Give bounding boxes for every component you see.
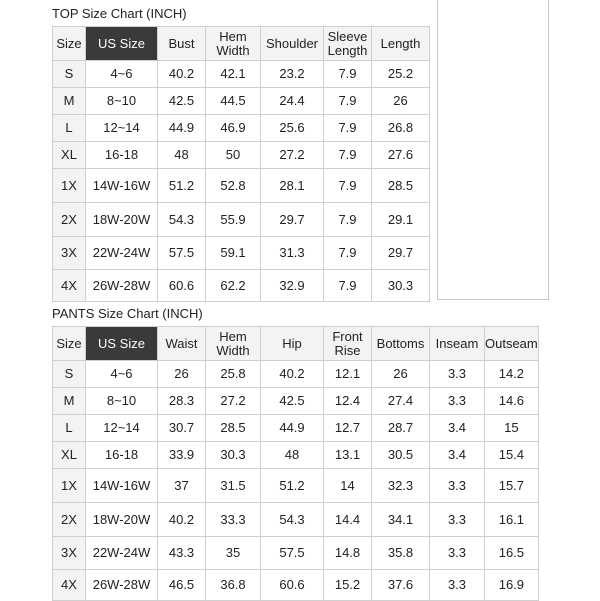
top-table-cell: L [53, 115, 86, 142]
pants-header-cell: Hip [261, 327, 324, 361]
top-table-cell: 62.2 [206, 270, 261, 302]
pants-table-cell: 33.3 [206, 503, 261, 537]
top-header-cell: Sleeve Length [324, 27, 372, 61]
pants-table-cell: 26 [158, 361, 206, 388]
top-table-row [53, 237, 430, 270]
top-table-cell: 60.6 [158, 270, 206, 302]
pants-table-cell: 43.3 [158, 537, 206, 570]
pants-table-cell: XL [53, 442, 86, 469]
top-table-cell: 28.5 [372, 169, 430, 203]
top-table-cell: 22W-24W [86, 237, 158, 270]
top-header-cell: Shoulder [261, 27, 324, 61]
top-table-cell: 32.9 [261, 270, 324, 302]
pants-table-cell: 51.2 [261, 469, 324, 503]
pants-table-cell: 13.1 [324, 442, 372, 469]
top-size-table [52, 26, 430, 302]
pants-table-row [53, 469, 539, 503]
pants-table-cell: 14.2 [485, 361, 539, 388]
pants-table-row [53, 361, 539, 388]
pants-table-cell: 4~6 [86, 361, 158, 388]
pants-table-cell: 33.9 [158, 442, 206, 469]
pants-table-cell: 37.6 [372, 570, 430, 601]
pants-header-cell: Waist [158, 327, 206, 361]
pants-table-cell: 18W-20W [86, 503, 158, 537]
pants-table-cell: 28.3 [158, 388, 206, 415]
top-table-cell: 27.6 [372, 142, 430, 169]
top-table-cell: M [53, 88, 86, 115]
top-table-cell: S [53, 61, 86, 88]
pants-table-cell: 15 [485, 415, 539, 442]
pants-size-table [52, 326, 539, 601]
top-table-body [53, 61, 430, 302]
pants-table-cell: 37 [158, 469, 206, 503]
top-table-cell: 57.5 [158, 237, 206, 270]
pants-table-cell: M [53, 388, 86, 415]
pants-table-cell: 26W-28W [86, 570, 158, 601]
pants-table-cell: 60.6 [261, 570, 324, 601]
pants-table-cell: 12~14 [86, 415, 158, 442]
pants-table-cell: 27.2 [206, 388, 261, 415]
top-table-cell: 7.9 [324, 270, 372, 302]
top-header-cell: Length [372, 27, 430, 61]
pants-table-cell: 15.2 [324, 570, 372, 601]
top-table-cell: 26W-28W [86, 270, 158, 302]
top-table-cell: 29.7 [261, 203, 324, 237]
pants-table-cell: 3X [53, 537, 86, 570]
top-table-row [53, 203, 430, 237]
pants-table-cell: 16.1 [485, 503, 539, 537]
pants-table-cell: 28.5 [206, 415, 261, 442]
pants-table-cell: 14.6 [485, 388, 539, 415]
top-table-cell: 31.3 [261, 237, 324, 270]
top-table-cell: 7.9 [324, 61, 372, 88]
top-header-cell: Hem Width [206, 27, 261, 61]
pants-header-row [53, 327, 539, 361]
top-table-cell: 40.2 [158, 61, 206, 88]
top-table-cell: 2X [53, 203, 86, 237]
top-table-cell: 44.9 [158, 115, 206, 142]
pants-table-cell: 12.7 [324, 415, 372, 442]
top-table-row [53, 169, 430, 203]
pants-table-cell: 42.5 [261, 388, 324, 415]
pants-table-cell: 40.2 [158, 503, 206, 537]
top-table-cell: 52.8 [206, 169, 261, 203]
pants-header-cell: Outseam [485, 327, 539, 361]
top-table-cell: 7.9 [324, 115, 372, 142]
pants-table-cell: 48 [261, 442, 324, 469]
top-header-cell: Size [53, 27, 86, 61]
top-table-row [53, 270, 430, 302]
pants-table-cell: 30.3 [206, 442, 261, 469]
pants-chart-title: PANTS Size Chart (INCH) [52, 306, 203, 321]
pants-header-cell: Front Rise [324, 327, 372, 361]
top-table-cell: 29.7 [372, 237, 430, 270]
top-table-cell: 1X [53, 169, 86, 203]
top-table-row [53, 88, 430, 115]
top-table-cell: 7.9 [324, 203, 372, 237]
pants-header-cell: Hem Width [206, 327, 261, 361]
pants-table-cell: 35 [206, 537, 261, 570]
top-table-cell: 8~10 [86, 88, 158, 115]
pants-table-cell: 26 [372, 361, 430, 388]
pants-table-cell: 16-18 [86, 442, 158, 469]
top-table-cell: 26 [372, 88, 430, 115]
pants-table-cell: 14.4 [324, 503, 372, 537]
pants-table-row [53, 415, 539, 442]
pants-table-cell: 40.2 [261, 361, 324, 388]
pants-table-cell: 22W-24W [86, 537, 158, 570]
top-table-row [53, 115, 430, 142]
pants-table-cell: 15.4 [485, 442, 539, 469]
top-table-cell: 46.9 [206, 115, 261, 142]
pants-table-cell: 30.5 [372, 442, 430, 469]
pants-table-cell: 28.7 [372, 415, 430, 442]
top-table-cell: 48 [158, 142, 206, 169]
pants-table-body [53, 361, 539, 601]
pants-table-cell: 3.3 [430, 388, 485, 415]
pants-table-cell: 15.7 [485, 469, 539, 503]
top-table-cell: 29.1 [372, 203, 430, 237]
pants-table-cell: 57.5 [261, 537, 324, 570]
pants-table-row [53, 442, 539, 469]
top-table-cell: XL [53, 142, 86, 169]
top-table-cell: 26.8 [372, 115, 430, 142]
pants-table-cell: 27.4 [372, 388, 430, 415]
top-table-cell: 24.4 [261, 88, 324, 115]
top-table-cell: 27.2 [261, 142, 324, 169]
top-table-cell: 28.1 [261, 169, 324, 203]
pants-table-cell: 8~10 [86, 388, 158, 415]
pants-table-row [53, 503, 539, 537]
pants-header-cell: Bottoms [372, 327, 430, 361]
pants-table-row [53, 388, 539, 415]
top-table-cell: 51.2 [158, 169, 206, 203]
top-table-cell: 3X [53, 237, 86, 270]
pants-table-cell: 25.8 [206, 361, 261, 388]
top-table-cell: 23.2 [261, 61, 324, 88]
pants-table-cell: 32.3 [372, 469, 430, 503]
top-table-cell: 12~14 [86, 115, 158, 142]
pants-table-cell: 3.4 [430, 415, 485, 442]
pants-table-row [53, 537, 539, 570]
top-table-cell: 14W-16W [86, 169, 158, 203]
top-table-cell: 7.9 [324, 237, 372, 270]
pants-table-cell: 54.3 [261, 503, 324, 537]
top-table-cell: 7.9 [324, 88, 372, 115]
pants-table-row [53, 570, 539, 601]
pants-table-cell: 14W-16W [86, 469, 158, 503]
top-table-row [53, 61, 430, 88]
pants-table-cell: 14.8 [324, 537, 372, 570]
top-table-cell: 55.9 [206, 203, 261, 237]
pants-table-cell: 12.1 [324, 361, 372, 388]
top-table-cell: 25.6 [261, 115, 324, 142]
top-chart-frame [437, 0, 549, 300]
pants-table-cell: 31.5 [206, 469, 261, 503]
top-table-row [53, 142, 430, 169]
pants-table-cell: 16.9 [485, 570, 539, 601]
top-table-cell: 16-18 [86, 142, 158, 169]
pants-table-cell: 3.3 [430, 537, 485, 570]
pants-header-cell: Size [53, 327, 86, 361]
top-table-cell: 30.3 [372, 270, 430, 302]
pants-table-cell: 30.7 [158, 415, 206, 442]
top-table-cell: 7.9 [324, 169, 372, 203]
pants-table-cell: 3.3 [430, 503, 485, 537]
top-header-row [53, 27, 430, 61]
top-table-cell: 59.1 [206, 237, 261, 270]
top-header-cell: US Size [86, 27, 158, 61]
pants-table-cell: 34.1 [372, 503, 430, 537]
top-table-cell: 25.2 [372, 61, 430, 88]
pants-header-cell: US Size [86, 327, 158, 361]
pants-table-cell: 36.8 [206, 570, 261, 601]
top-table-cell: 4~6 [86, 61, 158, 88]
pants-table-cell: 14 [324, 469, 372, 503]
top-table-cell: 7.9 [324, 142, 372, 169]
pants-table-cell: 46.5 [158, 570, 206, 601]
pants-table-cell: 2X [53, 503, 86, 537]
pants-table-cell: 3.3 [430, 469, 485, 503]
top-table-cell: 18W-20W [86, 203, 158, 237]
top-table-cell: 42.5 [158, 88, 206, 115]
top-table-cell: 42.1 [206, 61, 261, 88]
pants-table-cell: 1X [53, 469, 86, 503]
pants-table-cell: 3.4 [430, 442, 485, 469]
top-table-cell: 4X [53, 270, 86, 302]
pants-table-cell: 3.3 [430, 570, 485, 601]
top-table-cell: 54.3 [158, 203, 206, 237]
pants-table-cell: 16.5 [485, 537, 539, 570]
top-table-cell: 50 [206, 142, 261, 169]
pants-table-cell: 12.4 [324, 388, 372, 415]
top-header-cell: Bust [158, 27, 206, 61]
pants-table-cell: L [53, 415, 86, 442]
top-table-cell: 44.5 [206, 88, 261, 115]
pants-table-cell: 44.9 [261, 415, 324, 442]
pants-table-cell: 35.8 [372, 537, 430, 570]
pants-table-cell: S [53, 361, 86, 388]
top-chart-title: TOP Size Chart (INCH) [52, 6, 187, 21]
pants-table-cell: 4X [53, 570, 86, 601]
pants-header-cell: Inseam [430, 327, 485, 361]
pants-table-cell: 3.3 [430, 361, 485, 388]
